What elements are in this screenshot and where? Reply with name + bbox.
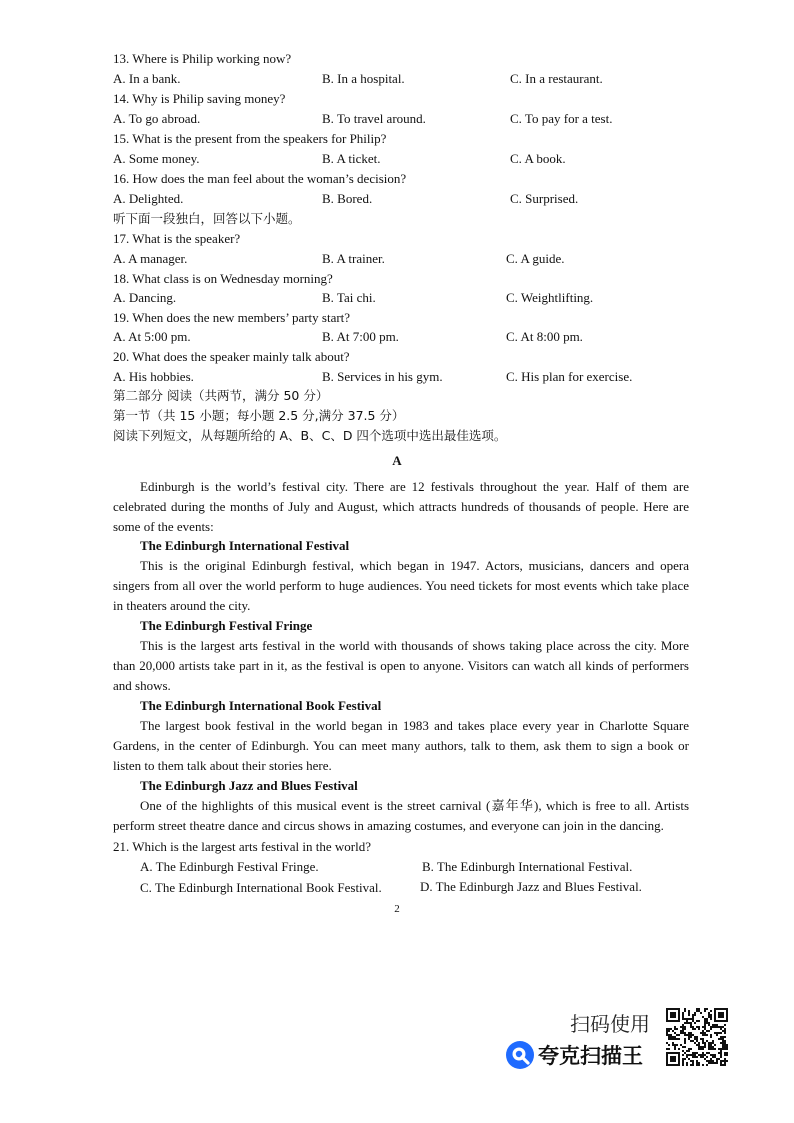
q16-option-a: A. Delighted. (113, 191, 184, 206)
q15-option-a: A. Some money. (113, 151, 200, 166)
question-13: 13. Where is Philip working now? (113, 51, 292, 66)
quark-logo-icon (505, 1040, 535, 1070)
q16-option-c: C. Surprised. (510, 191, 579, 206)
question-18: 18. What class is on Wednesday morning? (113, 271, 333, 286)
scan-to-use-text: 扫码使用 (570, 1012, 650, 1036)
q18-option-b: B. Tai chi. (322, 290, 376, 305)
festival-paragraph-2 (113, 636, 689, 696)
q21-option-d: D. The Edinburgh Jazz and Blues Festival. (420, 879, 642, 894)
festival-paragraph-1 (113, 556, 689, 616)
q19-option-a: A. At 5:00 pm. (113, 329, 191, 344)
reading-instruction: 阅读下列短文，从每题所给的 A、B、C、D 四个选项中选出最佳选项。 (113, 428, 507, 443)
question-15: 15. What is the present from the speakers for Philip? (113, 131, 387, 146)
passage-intro-text: Edinburgh is the world’s festival city. There are 12 festivals throughout the year. Half of them are celebrated during the months of July and August, which attracts hundreds of thousands of people. Here are some of the events: (113, 479, 689, 534)
q13-option-a: A. In a bank. (113, 71, 181, 86)
q17-option-a: A. A manager. (113, 251, 188, 266)
q17-option-b: B. A trainer. (322, 251, 385, 266)
reading-part-title: 第二部分 阅读（共两节，满分 50 分） (113, 388, 329, 403)
question-14: 14. Why is Philip saving money? (113, 91, 286, 106)
q14-option-c: C. To pay for a test. (510, 111, 613, 126)
q14-option-b: B. To travel around. (322, 111, 426, 126)
q20-option-c: C. His plan for exercise. (506, 369, 633, 384)
q16-option-b: B. Bored. (322, 191, 373, 206)
q20-option-a: A. His hobbies. (113, 369, 194, 384)
q15-option-c: C. A book. (510, 151, 566, 166)
festival-paragraph-4 (113, 796, 689, 836)
reading-section-title: 第一节（共 15 小题；每小题 2.5 分,满分 37.5 分） (113, 408, 405, 423)
q18-option-c: C. Weightlifting. (506, 290, 594, 305)
q17-option-c: C. A guide. (506, 251, 565, 266)
passage-intro (113, 477, 689, 537)
festival-paragraph-3-text: The largest book festival in the world began in 1983 and takes place every year in Charlotte Square Gardens, in the center of Edinburgh. You can meet many authors, talk to them, ask them to sign a book or listen to them talk about their stories here. (113, 718, 689, 773)
q15-option-b: B. A ticket. (322, 151, 381, 166)
q19-option-c: C. At 8:00 pm. (506, 329, 583, 344)
q21-option-c: C. The Edinburgh International Book Festival. (140, 880, 382, 895)
festival-paragraph-2-text: This is the largest arts festival in the world with thousands of shows taking place across the city. More than 20,000 artists take part in it, as the festival is open to anyone. Visitors can watch all kinds of performers and shows. (113, 638, 689, 693)
festival-paragraph-3 (113, 716, 689, 776)
question-20: 20. What does the speaker mainly talk about? (113, 349, 350, 364)
question-17: 17. What is the speaker? (113, 231, 241, 246)
festival-paragraph-4-text: One of the highlights of this musical event is the street carnival (嘉年华), which is free to all. Artists perform street theatre dance and circus shows in amazing costumes, and everyone can join in the dancing. (113, 798, 689, 833)
festival-heading-4: The Edinburgh Jazz and Blues Festival (140, 778, 358, 793)
qr-code-icon (666, 1008, 728, 1066)
festival-heading-3: The Edinburgh International Book Festival (140, 698, 382, 713)
q21-option-b: B. The Edinburgh International Festival. (422, 859, 633, 874)
q18-option-a: A. Dancing. (113, 290, 177, 305)
q13-option-b: B. In a hospital. (322, 71, 405, 86)
festival-paragraph-1-text: This is the original Edinburgh festival, which began in 1947. Actors, musicians, dancers and opera singers from all over the world perform to huge audiences. You need tickets for most events which take place in theaters around the city. (113, 558, 689, 613)
question-21: 21. Which is the largest arts festival in the world? (113, 839, 372, 854)
festival-heading-2: The Edinburgh Festival Fringe (140, 618, 313, 633)
question-19: 19. When does the new members’ party start? (113, 310, 351, 325)
passage-label: A (392, 453, 402, 468)
q14-option-a: A. To go abroad. (113, 111, 201, 126)
q19-option-b: B. At 7:00 pm. (322, 329, 399, 344)
monologue-instruction: 听下面一段独白，回答以下小题。 (113, 211, 301, 226)
q13-option-c: C. In a restaurant. (510, 71, 603, 86)
q21-option-a: A. The Edinburgh Festival Fringe. (140, 859, 319, 874)
festival-heading-1: The Edinburgh International Festival (140, 538, 350, 553)
page-number: 2 (394, 903, 400, 915)
q20-option-b: B. Services in his gym. (322, 369, 443, 384)
question-16: 16. How does the man feel about the woman’s decision? (113, 171, 407, 186)
brand-name: 夸克扫描王 (538, 1044, 643, 1068)
